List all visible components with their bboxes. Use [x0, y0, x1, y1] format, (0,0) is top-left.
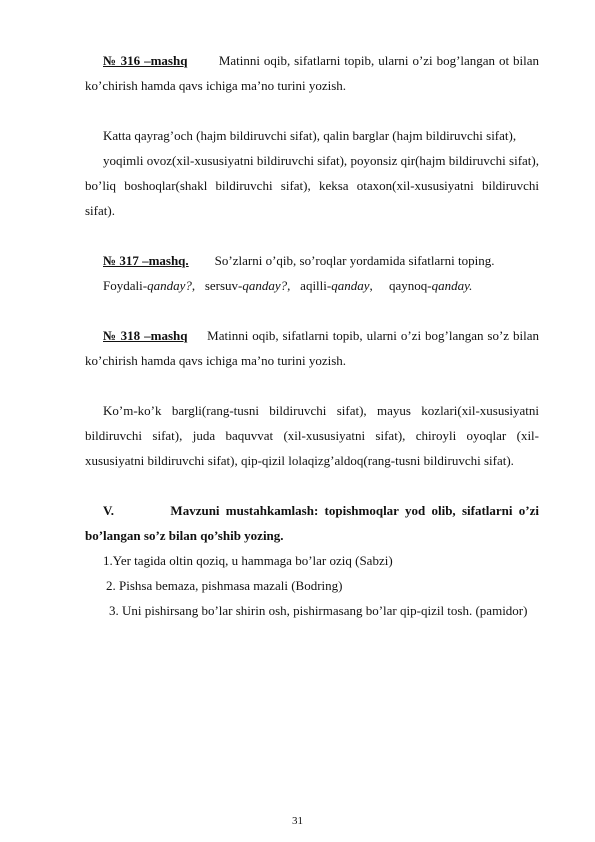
section-title: Mavzuni mustahkamlash: topishmoqlar yod olib, sifatlarni o’zi bo’langan so’z bilan qo’shib yozing.: [85, 503, 539, 543]
word-1: Foydali-: [103, 278, 148, 293]
exercise-318-text: Matinni oqib, sifatlarni topib, ularni o’zi bog’langan so’z bilan ko’chirish hamda qavs ichiga ma’no turini yozish.: [85, 328, 540, 368]
word-2: sersuv-: [204, 278, 243, 293]
word-4: qaynoq-: [389, 278, 432, 293]
exercise-318-answer: Ko’m-ko’k bargli(rang-tusni bildiruvchi sifat), mayus kozlari(xil-xususiyatni bildiruvchi sifat), juda baquvvat (xil-xususiyatni sifat), chiroyli oyoqlar (xil-xususiyatni bildiruvchi sifat), qip-qizil lolaqizg’aldoq(rang-tusni bildiruvchi sifat).: [85, 403, 539, 468]
exercise-317-title: № 317 –mashq.: [103, 253, 189, 268]
section-number: V.: [103, 503, 114, 518]
riddle-1: 1.Yer tagida oltin qoziq, u hammaga bo’lar oziq (Sabzi): [103, 553, 393, 568]
exercise-318-title: № 318 –mashq: [103, 328, 188, 343]
exercise-316-instruction: [85, 48, 539, 98]
exercise-316-text: Matinni oqib, sifatlarni topib, ularni o’zi bog’langan ot bilan ko’chirish hamda qavs ichiga ma’no turini yozish.: [85, 53, 540, 93]
exercise-317-instruction: [85, 248, 539, 273]
exercise-318-instruction: [85, 323, 539, 373]
section-v-heading: [85, 498, 539, 548]
exercise-317-answer: Foydali-qanday?, sersuv-qanday?, aqilli-qanday, qaynoq-qanday.: [103, 278, 473, 293]
riddle-3: 3. Uni pishirsang bo’lar shirin osh, pishirmasang bo’lar qip-qizil tosh. (pamidor): [109, 603, 528, 618]
exercise-316-answer-1: Katta qayrag’och (hajm bildiruvchi sifat), qalin barglar (hajm bildiruvchi sifat),: [103, 128, 517, 143]
question-1: qanday?: [147, 278, 192, 293]
page-body: [85, 0, 539, 623]
exercise-317-text: So’zlarni o’qib, so’roqlar yordamida sifatlarni toping.: [214, 253, 495, 268]
question-4: qanday.: [431, 278, 473, 293]
exercise-316-answer-2: yoqimli ovoz(xil-xususiyatni bildiruvchi sifat), poyonsiz qir(hajm bildiruvchi sifat), bo’liq boshoqlar(shakl bildiruvchi sifat), keksa otaxon(xil-xususiyatni bildiruvchi sifat).: [85, 153, 539, 218]
question-3: qanday: [331, 278, 370, 293]
riddle-2: 2. Pishsa bemaza, pishmasa mazali (Bodring): [106, 578, 343, 593]
word-3: aqilli-: [300, 278, 332, 293]
question-2: qanday?: [242, 278, 288, 293]
exercise-316-title: № 316 –mashq: [103, 53, 188, 68]
page-number: 31: [292, 815, 303, 827]
